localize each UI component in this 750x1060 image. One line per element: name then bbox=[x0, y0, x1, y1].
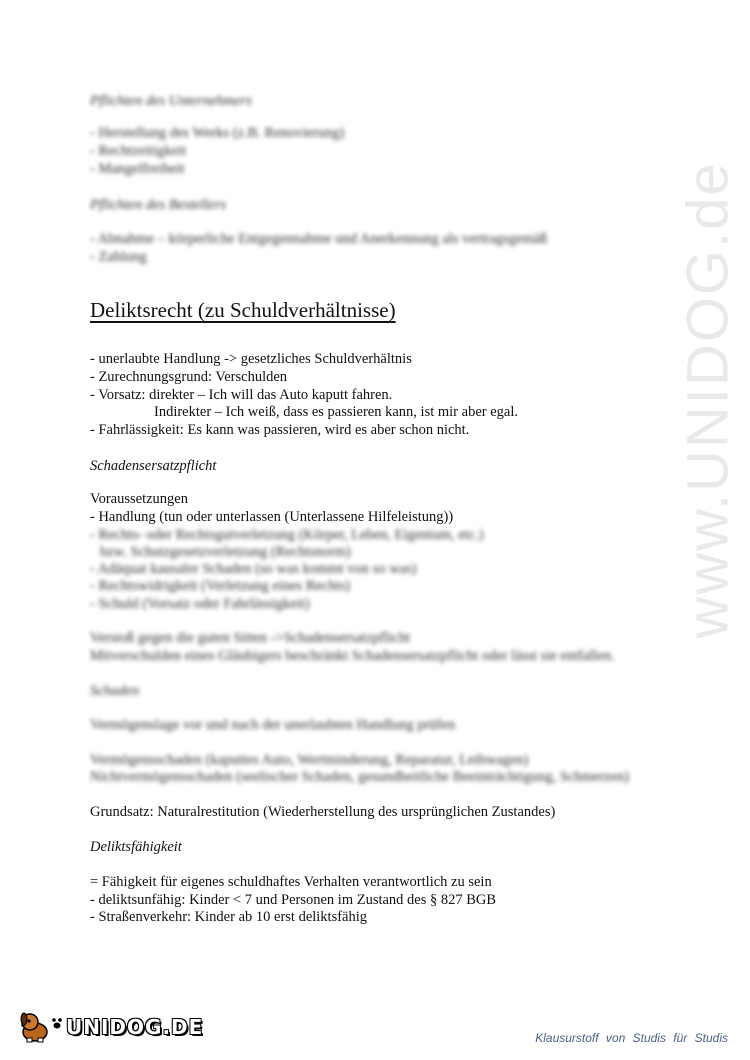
text-line: - Abnahme – körperliche Entgegennahme und Anerkennung als vertragsgemäß bbox=[90, 231, 548, 247]
text-line: - Straßenverkehr: Kinder ab 10 erst deliktsfähig bbox=[90, 909, 368, 925]
text-line: Mitverschulden eines Gläubigers beschränkt Schadensersatzpflicht oder lässt sie entfallen. bbox=[90, 648, 615, 664]
text-line: - Herstellung des Werks (z.B. Renovierung) bbox=[90, 125, 345, 141]
text-line: - Rechtswidrigkeit (Verletzung eines Rechts) bbox=[90, 578, 351, 594]
text-line: = Fähigkeit für eigenes schuldhaftes Verhalten verantwortlich zu sein bbox=[90, 874, 492, 890]
subheading: Schadensersatzpflicht bbox=[90, 458, 217, 474]
text-line: - Adäquat kausaler Schaden (so was kommt von so was) bbox=[90, 561, 417, 577]
subheading: Pflichten des Unternehmers bbox=[90, 93, 252, 109]
subheading: Deliktsfähigkeit bbox=[90, 839, 182, 855]
text-line: Grundsatz: Naturalrestitution (Wiederherstellung des ursprünglichen Zustandes) bbox=[90, 804, 556, 820]
text-line: - deliktsunfähig: Kinder < 7 und Personen im Zustand des § 827 BGB bbox=[90, 892, 497, 908]
text-line: Nichtvermögensschaden (seelischer Schaden, gesundheitliche Beeinträchtigung, Schmerzen) bbox=[90, 769, 630, 785]
dog-icon bbox=[18, 1010, 52, 1044]
subheading: Pflichten des Bestellers bbox=[90, 197, 227, 213]
footer-slogan: Klausurstoff von Studis für Studis bbox=[535, 1031, 728, 1045]
text-line: - Schuld (Vorsatz oder Fahrlässigkeit) bbox=[90, 596, 310, 612]
text-line: Verstoß gegen die guten Sitten ->Schadensersatzpflicht bbox=[90, 630, 411, 646]
text-line: Vermögenslage vor und nach der unerlaubten Handlung prüfen bbox=[90, 717, 456, 733]
text-line: - Mangelfreiheit bbox=[90, 161, 185, 177]
text-line: - Fahrlässigkeit: Es kann was passieren, wird es aber schon nicht. bbox=[90, 422, 470, 438]
text-line: - Zahlung bbox=[90, 249, 147, 265]
watermark: www.UNIDOG.de bbox=[675, 161, 741, 639]
subheading: Schaden bbox=[90, 683, 140, 699]
text-line: - Zurechnungsgrund: Verschulden bbox=[90, 369, 288, 385]
text-line: bzw. Schutzgesetzverletzung (Rechtsnorm) bbox=[100, 544, 351, 560]
text-line: - Rechts- oder Rechtsgutverletzung (Körper, Leben, Eigentum, etc.) bbox=[90, 527, 484, 543]
unidog-logo bbox=[18, 1010, 203, 1044]
text-line: - Vorsatz: direkter – Ich will das Auto kaputt fahren. bbox=[90, 387, 393, 403]
text-line: - Rechtzeitigkeit bbox=[90, 143, 187, 159]
paw-icon bbox=[50, 1016, 64, 1030]
text-line: - Handlung (tun oder unterlassen (Unterlassene Hilfeleistung)) bbox=[90, 509, 454, 525]
text-line: Indirekter – Ich weiß, dass es passieren kann, ist mir aber egal. bbox=[154, 404, 518, 420]
logo-text: UNIDOG.DE bbox=[66, 1015, 204, 1039]
section-heading: Deliktsrecht (zu Schuldverhältnisse) bbox=[90, 298, 396, 322]
text-line: Voraussetzungen bbox=[90, 491, 188, 507]
text-line: Vermögensschaden (kaputtes Auto, Wertminderung, Reparatur, Leihwagen) bbox=[90, 752, 529, 768]
text-line: - unerlaubte Handlung -> gesetzliches Schuldverhältnis bbox=[90, 351, 412, 367]
